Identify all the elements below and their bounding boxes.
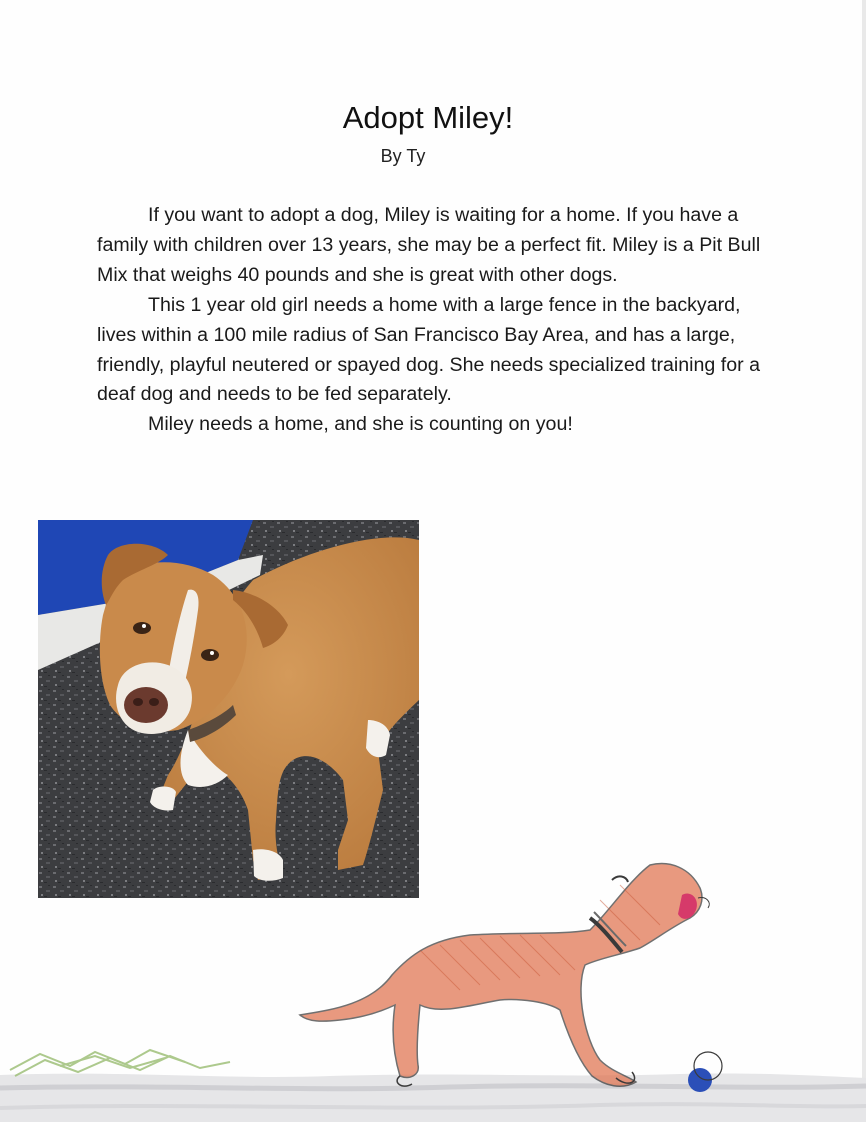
page-title: Adopt Miley! xyxy=(342,100,514,135)
paragraph-3: Miley needs a home, and she is counting on you! xyxy=(148,413,573,436)
article-body xyxy=(97,201,777,440)
paragraph-1: If you want to adopt a dog, Miley is waiting for a home. If you have a family with children over 13 years, she may be a perfect fit. Miley is a Pit Bull Mix that weighs 40 pounds and she is great with other dogs. xyxy=(97,204,761,286)
crayon-dog-drawing xyxy=(0,840,866,1122)
paragraph-2: This 1 year old girl needs a home with a large fence in the backyard, lives within a 100 mile radius of San Francisco Bay Area, and has a large, friendly, playful neutered or spayed dog. She needs specialized training for a deaf dog and needs to be fed separately. xyxy=(97,293,760,406)
byline: By Ty xyxy=(380,146,426,166)
